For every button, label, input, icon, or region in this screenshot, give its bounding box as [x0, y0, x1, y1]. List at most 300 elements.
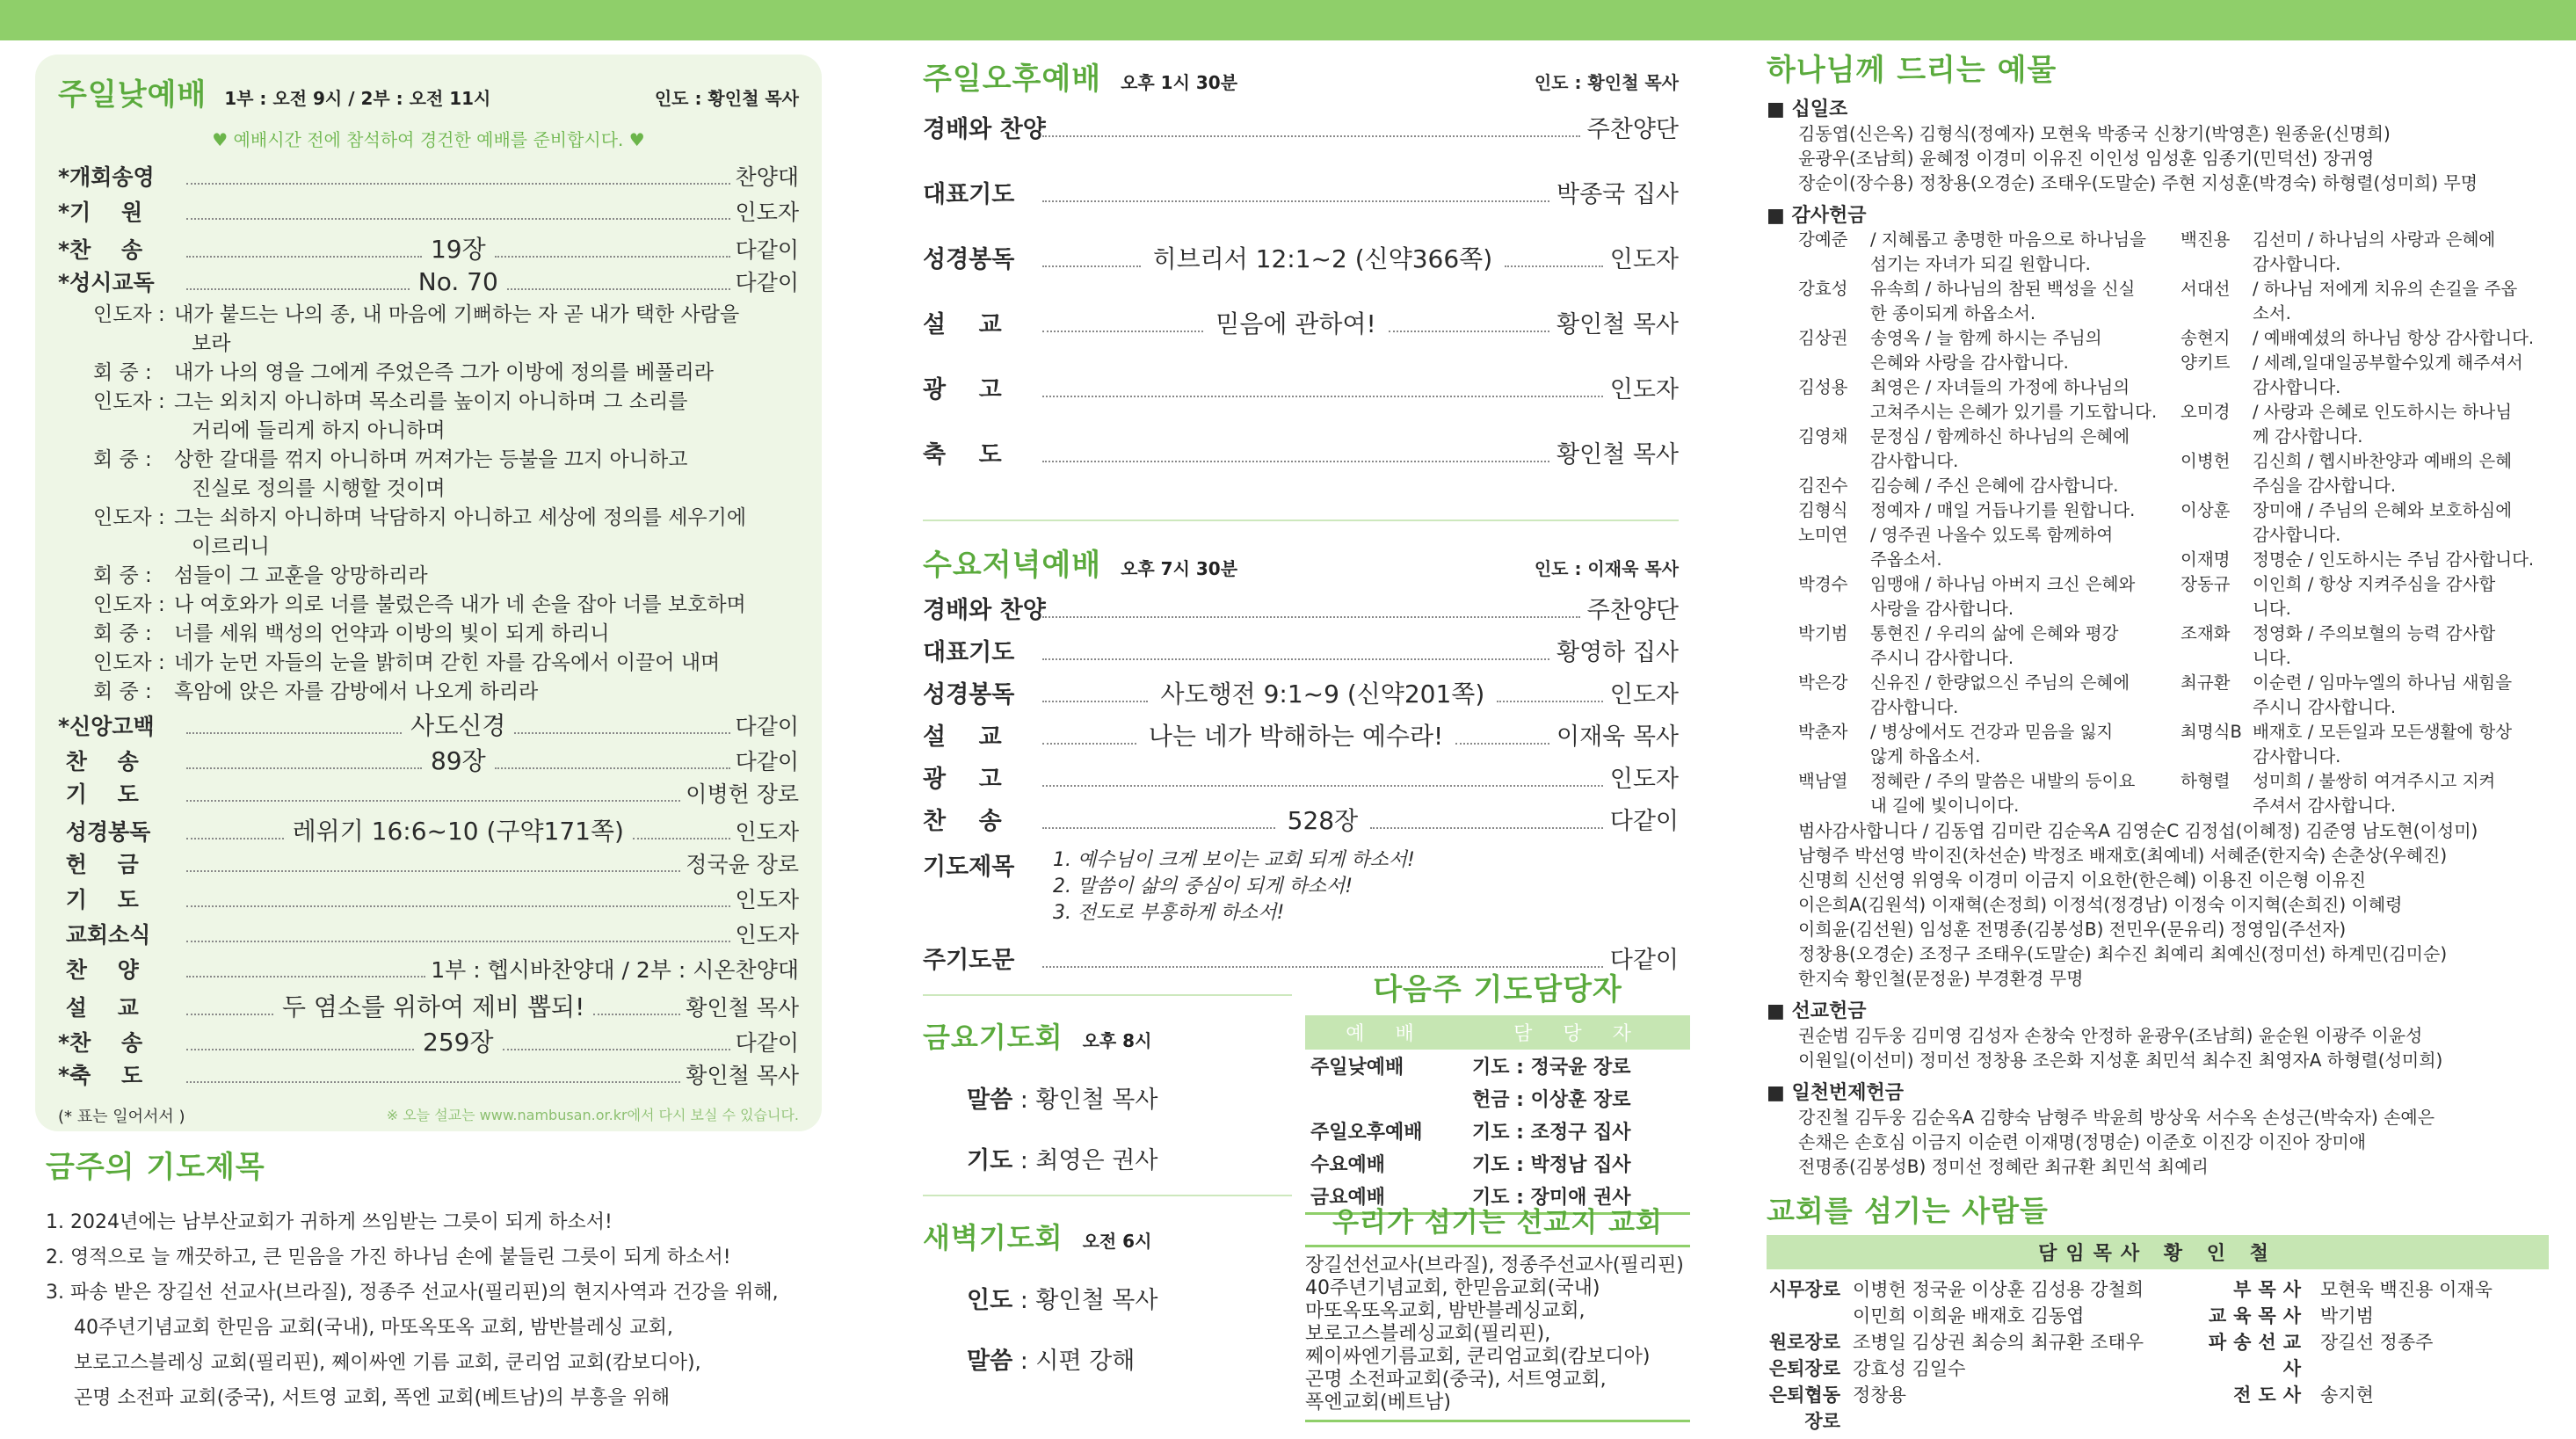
mission-title: 우리가 섬기는 선교지 교회	[1332, 1207, 1663, 1239]
thanks-cont: 내 길에 빛이니이다.	[1870, 796, 2020, 816]
reading-line	[58, 301, 799, 330]
thanks-entry	[2181, 572, 2549, 621]
order-person: 인도자	[735, 887, 799, 912]
order-content: No. 70	[417, 267, 498, 296]
order-row	[58, 1023, 799, 1058]
leader-dots	[1497, 701, 1602, 702]
thanks-line	[2181, 671, 2549, 695]
thanks-entry	[2181, 769, 2549, 818]
thanks-text: 정영화 / 주의보혈의 능력 감사합	[2253, 623, 2496, 643]
order-label: 경배와 찬양	[923, 597, 1046, 624]
staff-names: 모현욱 백진용 이재욱	[2320, 1279, 2493, 1300]
leader-dots	[1505, 265, 1603, 267]
order-content: 89장	[430, 746, 486, 775]
thanks-line	[1798, 498, 2166, 523]
leader-dots	[514, 732, 729, 734]
thanks-text: / 예배예셨의 하나님 항상 감사합니다.	[2253, 328, 2535, 348]
thanks-entry	[2181, 326, 2549, 351]
website-note: ※ 오늘 설교는 www.nambusan.or.kr에서 다시 보실 수 있습니다.	[386, 1107, 799, 1123]
reading-text: 흑암에 앉은 자를 감방에서 나오게 하리라	[174, 680, 539, 703]
reading-line	[58, 591, 799, 620]
thanks-entry	[2181, 621, 2549, 671]
reading-cont	[58, 475, 799, 504]
thanks-entry	[2181, 351, 2549, 400]
thanks-line	[1798, 769, 2166, 794]
thanks-name: 김영채	[1798, 426, 1848, 447]
order-row	[58, 847, 799, 883]
thanks-cont: 감사합니다.	[2253, 746, 2341, 767]
dawn-prayer-block	[923, 1216, 1292, 1376]
thanks-cont: 고쳐주시는 은혜가 있기를 기도합니다.	[1870, 402, 2158, 422]
staff-row	[1767, 1382, 2206, 1435]
first-offering-names: 강진철 김두웅 김순옥A 김향숙 남형주 박윤희 방상욱 서수옥 손성근(박숙자) 손예은 손채은 손호심 이금지 이순련 이재명(정명순) 이준호 이진강 이진아 장미애 전명종(김봉성B) 정미선 정혜란 최규환 최민석 최예리	[1798, 1107, 2435, 1177]
thanks-line	[1798, 523, 2166, 548]
sunday-am-title: 주일낮예배	[58, 77, 207, 113]
thanks-name: 오미경	[2181, 402, 2231, 422]
reading-cont	[58, 417, 799, 446]
first-offering-heading: ■ 일천번제헌금	[1767, 1078, 2549, 1105]
thanks-line	[2181, 400, 2549, 425]
staff-role: 은퇴장로	[1768, 1358, 1840, 1379]
order-label: 설 교	[58, 995, 139, 1021]
thanks-line	[1798, 474, 2166, 498]
staff-role: 전도사	[2233, 1384, 2308, 1406]
order-person: 다같이	[735, 749, 800, 774]
order-row	[58, 1058, 799, 1094]
order-row	[923, 305, 1679, 370]
wednesday-header	[923, 541, 1679, 584]
prayer-item: 1. 2024년에는 남부산교회가 귀하게 쓰임받는 그릇이 되게 하소서!	[46, 1211, 613, 1233]
order-row	[923, 591, 1679, 633]
thanks-line	[2181, 720, 2549, 745]
staff-row	[1767, 1276, 2206, 1303]
thanks-entry	[2181, 498, 2549, 548]
staff-role: 부목사	[2233, 1279, 2308, 1300]
thanks-text: 정예자 / 매일 거듭나기를 원합니다.	[1870, 500, 2136, 520]
order-label: 찬 송	[923, 808, 1002, 835]
order-person: 주찬양단	[1586, 116, 1679, 143]
leader-dots	[1042, 616, 1580, 618]
table-row: 금요예배 기도 : 장미애 권사	[1305, 1180, 1690, 1214]
thanks-name: 이상훈	[2181, 500, 2231, 520]
thanks-line	[1798, 572, 2166, 597]
order-row	[58, 918, 799, 953]
order-row	[58, 265, 799, 301]
thanks-text: / 영주권 나올수 있도록 함께하여	[1870, 525, 2114, 545]
thanks-text: 성미희 / 불쌍히 여겨주시고 지켜	[2253, 771, 2496, 791]
order-content: 528장	[1287, 806, 1359, 835]
thanks-name: 노미연	[1798, 525, 1848, 545]
order-label: *찬 송	[58, 1030, 143, 1056]
reading-text: 너를 세워 백성의 언약과 이방의 빛이 되게 하리니	[174, 622, 610, 645]
thanks-line	[2181, 572, 2549, 597]
reading-line	[58, 446, 799, 475]
thanks-name: 하형렬	[2181, 771, 2231, 791]
thanks-name: 박은강	[1798, 672, 1848, 693]
order-row	[923, 675, 1679, 717]
wednesday-prayer-item: 2. 말씀이 삶의 중심이 되게 하소서!	[1053, 876, 1353, 898]
thanks-entry	[2181, 720, 2549, 769]
reading-speaker: 회 중 :	[93, 448, 152, 471]
leader-dots	[186, 767, 422, 769]
order-content: 사도행전 9:1~9 (신약201쪽)	[1160, 680, 1485, 709]
leader-dots	[503, 1049, 730, 1050]
sunday-pm-title: 주일오후예배	[923, 62, 1102, 97]
mission-churches	[1305, 1200, 1690, 1422]
thanks-general-line: 범사감사합니다 / 김동엽 김미란 김순옥A 김영순C 김정섭(이혜정) 김준영 남도현(이성미)	[1798, 820, 2478, 841]
reading-line	[58, 562, 799, 591]
offerings-title: 하나님께 드리는 예물	[1767, 53, 2057, 88]
thanks-entry	[2181, 548, 2549, 572]
leader-dots	[186, 941, 730, 942]
thanks-line	[1798, 671, 2166, 695]
order-person: 황인철 목사	[686, 995, 799, 1021]
order-label: 경배와 찬양	[923, 116, 1046, 143]
thanks-text: 김선미 / 하나님의 사랑과 은혜에	[2253, 229, 2496, 250]
standing-note: (* 표는 일어서서 )	[58, 1108, 185, 1126]
responsive-reading	[58, 301, 799, 707]
lords-prayer-label: 주기도문	[923, 947, 1015, 974]
leader-dots	[186, 870, 680, 872]
thanks-line	[1798, 720, 2166, 745]
staff-names: 정창용	[1853, 1384, 1906, 1406]
leader-dots	[186, 976, 425, 978]
staff-role: 시무장로	[1768, 1279, 1840, 1300]
table-header: 담 당 자	[1467, 1015, 1690, 1050]
order-row	[58, 160, 799, 195]
thanks-entry	[2181, 228, 2549, 277]
order-label: 설 교	[923, 311, 1002, 338]
order-person: 다같이	[735, 270, 799, 295]
reading-text: 그는 쇠하지 아니하며 낙담하지 아니하고 세상에 정의를 세우기에	[174, 506, 747, 529]
dawn-lead: 인도 : 황인철 목사	[967, 1287, 1158, 1314]
thanks-line	[2181, 769, 2549, 794]
staff-row	[1767, 1329, 2206, 1355]
leader-dots	[1042, 461, 1549, 462]
leader-dots	[186, 1014, 273, 1015]
thanks-line	[1798, 326, 2166, 351]
thanks-entry	[1798, 621, 2166, 671]
leader-dots	[186, 732, 402, 734]
dawn-word: 말씀 : 시편 강해	[967, 1348, 1136, 1375]
order-person: 다같이	[1609, 808, 1679, 835]
order-person: 주찬양단	[1586, 597, 1679, 624]
thanks-cont: 니다.	[2253, 599, 2291, 619]
order-row	[58, 195, 799, 230]
staff-names: 박기범	[2320, 1305, 2374, 1326]
thanks-line	[2181, 548, 2549, 572]
thanks-entry	[1798, 671, 2166, 720]
order-label: *찬 송	[58, 237, 143, 263]
wednesday-prayer-item: 3. 전도로 부흥하게 하소서!	[1053, 902, 1285, 924]
staff-row	[1767, 1303, 2206, 1329]
reading-speaker: 회 중 :	[93, 564, 152, 587]
mission-line: 폭엔교회(베트남)	[1305, 1392, 1451, 1414]
thanks-line	[2181, 326, 2549, 351]
order-person: 인도자	[1609, 681, 1679, 709]
order-person: 인도자	[735, 200, 799, 225]
thanks-text: 이인희 / 항상 지켜주심을 감사합	[2253, 574, 2496, 594]
thanks-entry	[1798, 228, 2166, 277]
order-row	[923, 802, 1679, 844]
reading-line	[58, 359, 799, 388]
table-row: 주일낮예배 기도 : 정국윤 장로	[1310, 1057, 1631, 1079]
thanks-text: 정혜란 / 주의 말씀은 내발의 등이요	[1870, 771, 2136, 791]
order-person: 박종국 집사	[1556, 181, 1679, 208]
order-row	[58, 777, 799, 812]
order-row	[58, 883, 799, 918]
order-label: 기 도	[58, 887, 139, 912]
staff-role: 은퇴협동장로	[1768, 1384, 1840, 1432]
offerings-column	[1767, 46, 2549, 1179]
top-color-bar	[0, 0, 2576, 40]
thanks-cont: 주시니 감사합니다.	[1870, 648, 2014, 668]
mission-line: 장길선선교사(브라질), 정종주선교사(필리핀)	[1305, 1254, 1684, 1276]
thanks-cont: 주셔서 감사합니다.	[2253, 796, 2397, 816]
thanks-cont: 소서.	[2253, 303, 2291, 323]
next-week-title: 다음주 기도담당자	[1373, 972, 1622, 1007]
staff-grid	[1767, 1269, 2549, 1435]
leader-dots	[1042, 658, 1549, 660]
leader-dots	[1042, 785, 1603, 787]
leader-dots	[1042, 265, 1141, 267]
leader-dots	[186, 288, 410, 290]
thanks-name: 김형식	[1798, 500, 1848, 520]
leader-dots	[593, 1014, 680, 1015]
order-content: 사도신경	[410, 711, 506, 740]
order-row	[923, 240, 1679, 305]
thanks-entry	[1798, 474, 2166, 498]
thanks-line	[2181, 351, 2549, 375]
order-label: 성경봉독	[923, 246, 1015, 273]
reading-text: 네가 눈먼 자들의 눈을 밝히며 갇힌 자를 감옥에서 이끌어 내며	[174, 651, 721, 674]
reading-speaker: 회 중 :	[93, 680, 152, 703]
thanks-cont: 감사합니다.	[1870, 697, 1959, 717]
reading-line	[58, 678, 799, 707]
reading-cont	[58, 330, 799, 359]
reading-speaker: 인도자 :	[93, 506, 165, 529]
order-row	[923, 110, 1679, 175]
reading-cont-text: 진실로 정의를 시행할 것이며	[192, 477, 446, 500]
thanks-cont: 한 종이되게 하옵소서.	[1870, 303, 2036, 323]
staff-left	[1767, 1276, 2206, 1435]
leader-dots	[1042, 331, 1203, 332]
reading-line	[58, 388, 799, 417]
leader-dots	[1042, 200, 1549, 202]
leader-dots	[495, 767, 730, 769]
reading-text: 내가 나의 영을 그에게 주었은즉 그가 이방에 정의를 베풀리라	[174, 361, 714, 384]
thanks-name: 김상권	[1798, 328, 1848, 348]
order-label: 찬 양	[58, 957, 139, 983]
thanks-cont: 감사합니다.	[2253, 525, 2341, 545]
wednesday-title: 수요저녁예배	[923, 548, 1102, 583]
mission-offering-names: 권순범 김두웅 김미영 김성자 손창숙 안정하 윤광우(조남희) 윤순원 이광주 이윤성 이원일(이선미) 정미선 정창용 조은화 지성훈 최민석 최수진 최영자A 하형렬(성미희)	[1798, 1025, 2443, 1071]
thanks-entry	[1798, 326, 2166, 375]
thanks-cont: 주옵소서.	[1870, 549, 1942, 570]
leader-dots	[1389, 331, 1549, 332]
order-person: 황인철 목사	[1556, 441, 1679, 469]
order-person: 인도자	[1609, 766, 1679, 793]
thanks-cont: 니다.	[2253, 648, 2291, 668]
friday-time: 오후 8시	[1082, 1030, 1152, 1051]
staff-names: 이민희 이희윤 배재호 김동엽	[1853, 1305, 2085, 1326]
sunday-am-leader: 인도 : 황인철 목사	[654, 88, 799, 109]
order-person: 인도자	[1609, 246, 1679, 273]
reading-speaker: 인도자 :	[93, 390, 165, 413]
staff-role: 교육목사	[2208, 1305, 2308, 1326]
order-label: 기 도	[58, 781, 139, 807]
wednesday-prayer-list	[1053, 847, 1415, 927]
friday-title: 금요기도회	[923, 1021, 1063, 1054]
thanks-line	[1798, 425, 2166, 449]
sunday-am-header	[58, 70, 799, 113]
table-row: 헌금 : 이상훈 장로	[1472, 1089, 1631, 1111]
order-row	[923, 175, 1679, 240]
leader-dots	[507, 288, 730, 290]
thanks-name: 백남열	[1798, 771, 1848, 791]
thanks-cont: 섬기는 자녀가 되길 원합니다.	[1870, 254, 2091, 274]
divider	[923, 520, 1679, 521]
thanks-text: 최영은 / 자녀들의 가정에 하나님의	[1870, 377, 2130, 397]
next-week-prayer-leaders	[1305, 965, 1690, 1215]
order-content: 믿음에 관하여!	[1215, 309, 1376, 338]
reading-cont-text: 보라	[192, 332, 231, 355]
staff-role	[1767, 1303, 1853, 1329]
thanks-line	[1798, 277, 2166, 302]
thanks-name: 이병헌	[2181, 451, 2231, 471]
staff-role: 원로장로	[1768, 1332, 1840, 1353]
thanks-text: 문정심 / 함께하신 하나님의 은혜에	[1870, 426, 2130, 447]
thanks-name: 강예준	[1798, 229, 1848, 250]
staff-row	[2206, 1382, 2549, 1408]
thanks-name: 박경수	[1798, 574, 1848, 594]
thanks-cont: 주심을 감사합니다.	[2253, 476, 2397, 496]
wednesday-leader: 인도 : 이재욱 목사	[1534, 558, 1679, 579]
order-content: 레위기 16:6~10 (구약171쪽)	[292, 817, 624, 846]
thanks-entry	[1798, 375, 2166, 425]
staff-row	[1767, 1355, 2206, 1382]
leader-dots	[1370, 827, 1603, 829]
thanks-cont: 않게 하옵소서.	[1870, 746, 1981, 767]
order-label: 대표기도	[923, 181, 1015, 208]
thanks-right	[2181, 228, 2549, 818]
mission-offering-heading: ■ 선교헌금	[1767, 996, 2549, 1023]
order-content: 두 염소를 위하여 제비 뽑되!	[281, 992, 585, 1021]
thanks-entry	[1798, 498, 2166, 523]
prayer-title: 금주의 기도제목	[46, 1150, 265, 1185]
thanks-general-line: 이희윤(김선원) 임성훈 전명종(김봉성B) 전민우(문유리) 정영임(주선자)	[1798, 919, 2347, 940]
senior-pastor: 담임목사 황 인 철	[1767, 1235, 2549, 1269]
order-row	[58, 988, 799, 1023]
dawn-title: 새벽기도회	[923, 1221, 1063, 1254]
order-row	[58, 742, 799, 777]
prayer-item: 3. 파송 받은 장길선 선교사(브라질), 정종주 선교사(필리핀)의 현지사역과 건강을 위해,	[46, 1282, 779, 1304]
leader-dots	[1042, 396, 1603, 397]
reading-text: 나 여호와가 의로 너를 불렀은즉 내가 네 손을 잡아 너를 보호하며	[174, 593, 746, 616]
thanks-cont: 주시니 감사합니다.	[2253, 697, 2397, 717]
thanks-name: 송현지	[2181, 328, 2231, 348]
prayer-item-cont: 40주년기념교회 한믿음 교회(국내), 마또옥또옥 교회, 밤반블레싱 교회,	[74, 1317, 673, 1339]
thanks-text: 정명순 / 인도하시는 주님 감사합니다.	[2253, 549, 2535, 570]
reading-line	[58, 504, 799, 533]
sunday-am-order-list	[58, 160, 799, 301]
wednesday-prayer-label: 기도제목	[923, 854, 1015, 881]
thanks-name: 김진수	[1798, 476, 1848, 496]
reading-speaker: 회 중 :	[93, 622, 152, 645]
friday-sermon: 말씀 : 황인철 목사	[967, 1087, 1158, 1114]
order-person: 정국윤 장로	[686, 852, 799, 877]
thanks-line	[1798, 375, 2166, 400]
reading-cont	[58, 533, 799, 562]
thanks-text: / 지혜롭고 총명한 마음으로 하나님을	[1870, 229, 2146, 250]
reading-line	[58, 649, 799, 678]
order-person: 다같이	[735, 714, 799, 739]
order-label: 광 고	[923, 376, 1002, 403]
staff-row	[2206, 1303, 2549, 1329]
thanks-line	[2181, 228, 2549, 252]
thanks-name: 이재명	[2181, 549, 2231, 570]
thanks-name: 최규환	[2181, 672, 2231, 693]
leader-dots	[186, 800, 680, 802]
thanks-name: 조재화	[2181, 623, 2231, 643]
leader-dots	[186, 1049, 414, 1050]
leader-dots	[1455, 743, 1549, 745]
next-week-table	[1305, 1015, 1690, 1215]
thanks-line	[2181, 621, 2549, 646]
thanks-text: 배재호 / 모든일과 모든생활에 항상	[2253, 722, 2513, 742]
order-row	[58, 953, 799, 988]
reading-text: 그는 외치지 아니하며 목소리를 높이지 아니하며 그 소리를	[174, 390, 688, 413]
sunday-am-order-list-2	[58, 707, 799, 1094]
order-person: 1부 : 헵시바찬양대 / 2부 : 시온찬양대	[431, 957, 799, 983]
divider	[923, 994, 1292, 996]
order-label: *기 원	[58, 200, 143, 225]
thanks-text: 임맹애 / 하나님 아버지 크신 은혜와	[1870, 574, 2136, 594]
thanks-cont: 감사합니다.	[2253, 254, 2341, 274]
thanks-general	[1767, 818, 2549, 991]
wednesday-order-list	[923, 591, 1679, 844]
reading-speaker: 인도자 :	[93, 303, 165, 326]
thanks-general-line: 남형주 박선영 박이진(차선순) 박정조 배재호(최예네) 서혜준(한지숙) 손춘상(우혜진)	[1798, 845, 2448, 866]
reading-speaker: 인도자 :	[93, 651, 165, 674]
order-label: 광 고	[923, 766, 1002, 793]
order-label: *개회송영	[58, 164, 155, 190]
friday-prayer-block	[923, 1015, 1292, 1175]
thanks-entry	[2181, 277, 2549, 326]
staff-right	[2206, 1276, 2549, 1435]
order-person: 이재욱 목사	[1556, 723, 1679, 751]
thanks-line	[2181, 449, 2549, 474]
order-content: 19장	[430, 235, 486, 264]
reading-speaker: 회 중 :	[93, 361, 152, 384]
staff-names: 이병헌 정국윤 이상훈 김성용 강철희	[1853, 1279, 2144, 1300]
thanks-name: 양키트	[2181, 352, 2231, 373]
thanks-line	[2181, 277, 2549, 302]
thanks-text: / 하나님 저에게 치유의 손길을 주옵	[2253, 279, 2518, 299]
dawn-time: 오전 6시	[1082, 1231, 1152, 1252]
order-person: 찬양대	[735, 164, 799, 190]
tithe-heading: ■ 십일조	[1767, 94, 2549, 121]
order-row	[923, 633, 1679, 675]
thanks-columns	[1767, 228, 2549, 818]
table-row: 수요예배 기도 : 박정남 집사	[1310, 1154, 1631, 1176]
thanks-text: / 세례,일대일공부할수있게 해주셔서	[2253, 352, 2523, 373]
mission-list	[1305, 1245, 1690, 1422]
order-content: 나는 네가 박해하는 예수라!	[1148, 722, 1444, 751]
order-row	[923, 717, 1679, 759]
thanks-entry	[1798, 572, 2166, 621]
thanks-heading: ■ 감사헌금	[1767, 200, 2549, 228]
